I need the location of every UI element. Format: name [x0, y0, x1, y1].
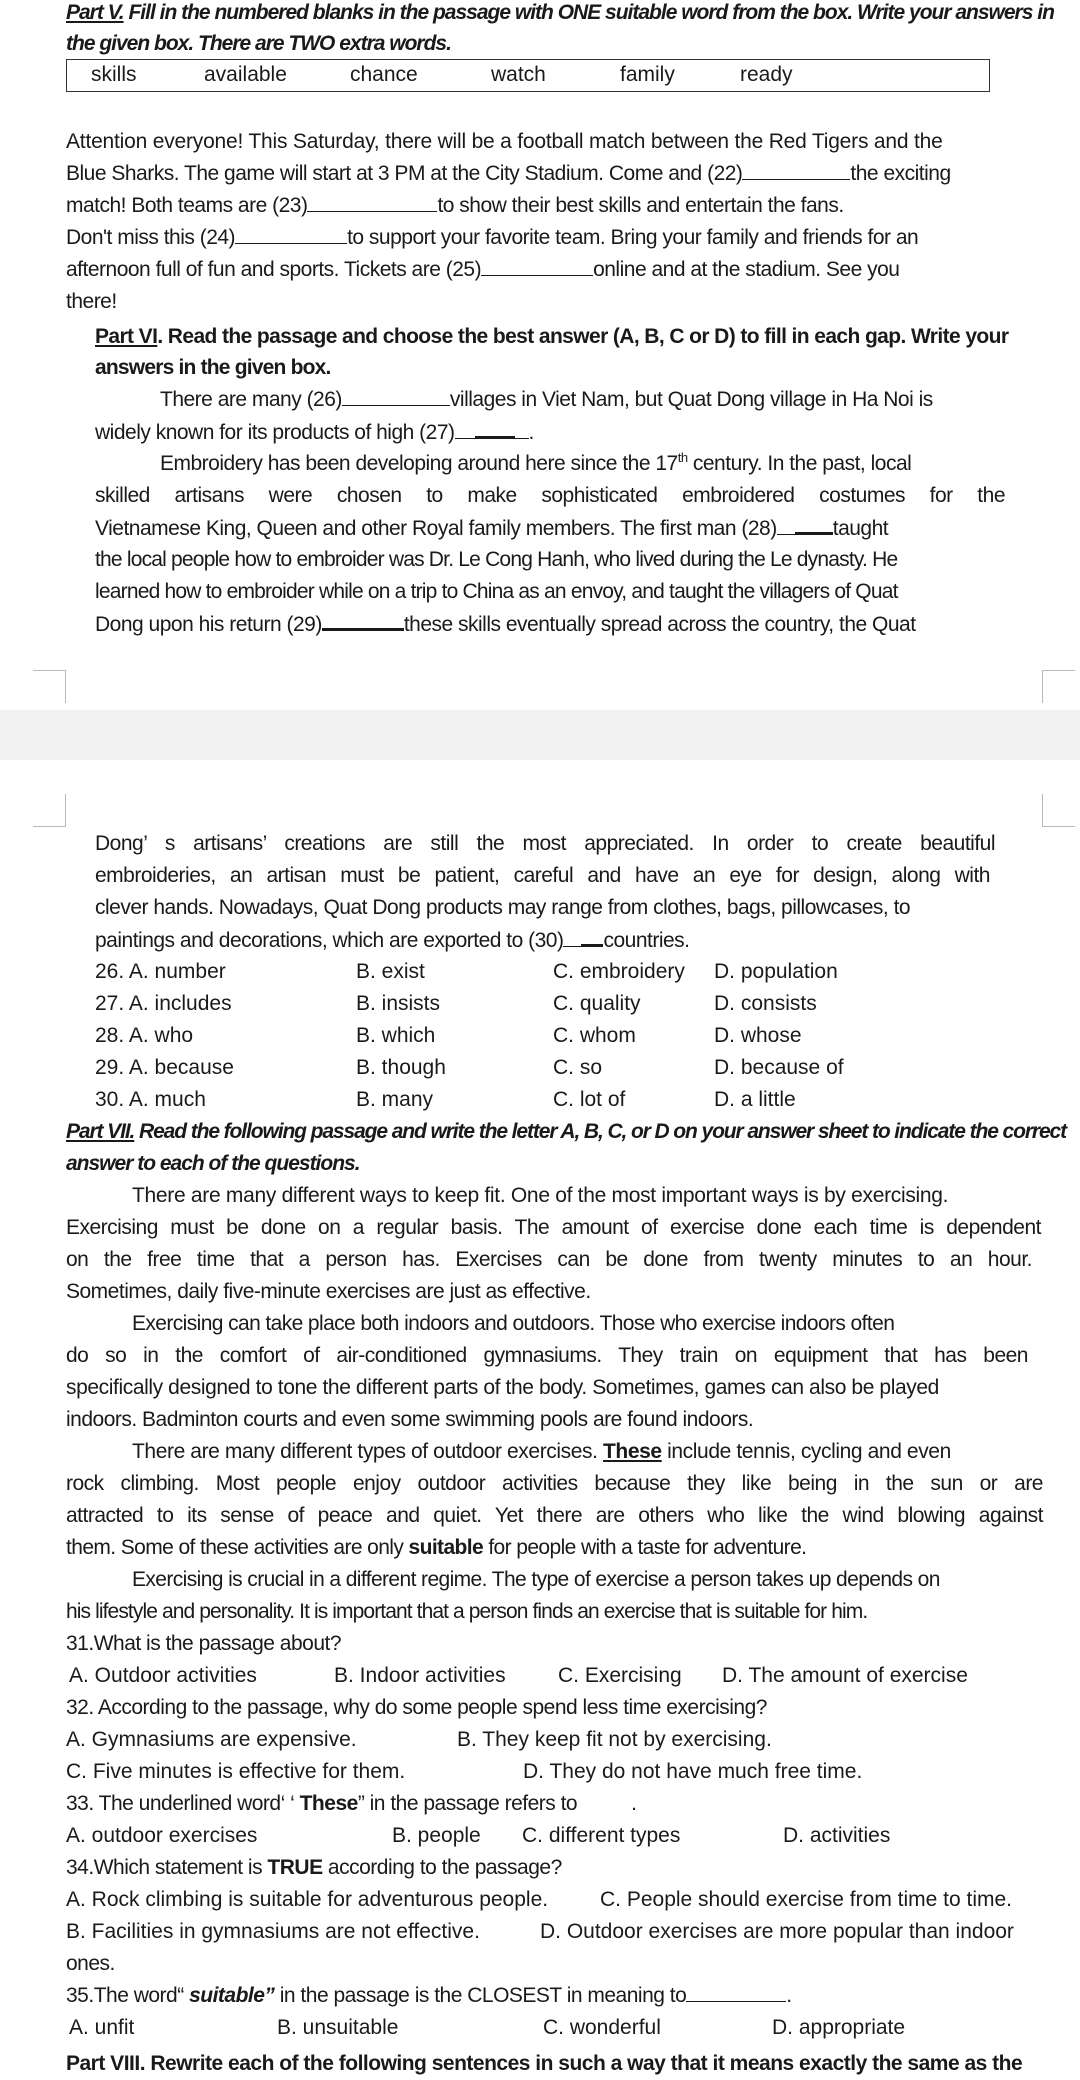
answer-blank-35[interactable]: [686, 1981, 786, 2002]
part8-heading-partial: Part VIII. Rewrite each of the following sentences in such a way that it means exactly the same as the: [66, 2052, 1023, 2075]
option-d[interactable]: D. population: [714, 960, 838, 983]
word-box-item: family: [620, 63, 675, 86]
option-b[interactable]: B. though: [356, 1056, 446, 1079]
bold-word-suitable: suitable: [408, 1536, 484, 1559]
option-a[interactable]: 28. A. who: [95, 1024, 194, 1047]
option-c[interactable]: C. whom: [553, 1024, 636, 1047]
part6-passage-line: Dong upon his return (29) these skills eventually spread across the country, the Quat: [95, 608, 916, 641]
option-c[interactable]: C. so: [553, 1056, 603, 1079]
option-d[interactable]: D. Outdoor exercises are more popular than indoor: [540, 1920, 1014, 1943]
part7-heading: Part VII. Read the following passage and write the letter A, B, C, or D on your answer sheet to indicate the correct: [66, 1120, 1067, 1143]
option-d[interactable]: D. appropriate: [772, 2016, 906, 2039]
option-b[interactable]: B. They keep fit not by exercising.: [457, 1728, 772, 1751]
word-box-item: available: [204, 63, 287, 86]
option-a[interactable]: A. Rock climbing is suitable for adventurous people.: [66, 1888, 549, 1911]
option-a[interactable]: A. Outdoor activities: [69, 1664, 257, 1687]
part6-passage-line: the local people how to embroider was Dr. Le Cong Hanh, who lived during the Le dynasty. He: [95, 548, 898, 571]
question-32: 32. According to the passage, why do some people spend less time exercising?: [66, 1696, 767, 1719]
option-d[interactable]: D. They do not have much free time.: [523, 1760, 863, 1783]
part6-heading: Part VI. Read the passage and choose the best answer (A, B, C or D) to fill in each gap. Write your: [95, 325, 1009, 348]
option-c[interactable]: C. embroidery: [553, 960, 685, 983]
part6-passage-line: Vietnamese King, Queen and other Royal family members. The first man (28) taught: [95, 512, 888, 545]
part5-passage-line: afternoon full of fun and sports. Tickets are (25) online and at the stadium. See you: [66, 254, 899, 286]
option-d[interactable]: D. whose: [714, 1024, 802, 1047]
option-c[interactable]: C. different types: [522, 1824, 681, 1847]
answer-blank-27[interactable]: [475, 416, 515, 439]
question-33: 33. The underlined word‘ ‘ These” in the passage refers to .: [66, 1792, 637, 1815]
option-a[interactable]: A. unfit: [69, 2016, 135, 2039]
option-b[interactable]: B. Facilities in gymnasiums are not effective.: [66, 1920, 480, 1943]
part7-passage-line: them. Some of these activities are only suitable for people with a taste for adventure.: [66, 1536, 807, 1559]
part7-passage-line: Exercising is crucial in a different regime. The type of exercise a person takes up depends on: [132, 1568, 940, 1591]
answer-blank-22[interactable]: [742, 159, 850, 180]
part5-passage-line: match! Both teams are (23) to show their best skills and entertain the fans.: [66, 190, 844, 222]
crop-mark: [1042, 670, 1075, 703]
option-c[interactable]: C. lot of: [553, 1088, 626, 1111]
part5-passage-line: Don't miss this (24) to support your favorite team. Bring your family and friends for an: [66, 222, 918, 254]
part7-passage-line: Exercising must be done on a regular basis. The amount of exercise done each time is dependent: [66, 1216, 1041, 1239]
part7-passage-line: do so in the comfort of air-conditioned gymnasiums. They train on equipment that has been: [66, 1344, 1028, 1367]
part5-heading-line2: the given box. There are TWO extra words.: [66, 32, 451, 55]
part6-passage-line: widely known for its products of high (27) .: [95, 416, 534, 449]
option-b[interactable]: B. Indoor activities: [334, 1664, 506, 1687]
option-b[interactable]: B. insists: [356, 992, 441, 1015]
answer-blank-26[interactable]: [342, 385, 450, 406]
part7-passage-line: There are many different ways to keep fit. One of the most important ways is by exercising.: [132, 1184, 949, 1207]
option-b[interactable]: B. exist: [356, 960, 425, 983]
part6-heading-line2: answers in the given box.: [95, 356, 331, 379]
answer-blank-28[interactable]: [795, 512, 833, 535]
option-a[interactable]: A. Gymnasiums are expensive.: [66, 1728, 357, 1751]
part5-heading: Part V. Fill in the numbered blanks in the passage with ONE suitable word from the box. Write your answers in: [66, 1, 1054, 24]
crop-mark: [1042, 794, 1075, 827]
word-box-item: chance: [350, 63, 418, 86]
part7-passage-line: There are many different types of outdoor exercises. These include tennis, cycling and even: [132, 1440, 951, 1463]
answer-blank-23[interactable]: [307, 191, 437, 212]
crop-mark: [33, 794, 66, 827]
option-d[interactable]: D. because of: [714, 1056, 844, 1079]
answer-blank-25[interactable]: [481, 255, 593, 276]
part6-passage-line: learned how to embroider while on a trip to China as an envoy, and taught the villagers of Quat: [95, 580, 898, 603]
part7-passage-line: attracted to its sense of peace and quiet. Yet there are others who like the wind blowing against: [66, 1504, 1043, 1527]
answer-blank-30[interactable]: [581, 924, 603, 947]
part7-passage-line: specifically designed to tone the different parts of the body. Sometimes, games can also be played: [66, 1376, 939, 1399]
option-d[interactable]: D. consists: [714, 992, 817, 1015]
part7-passage-line: indoors. Badminton courts and even some swimming pools are found indoors.: [66, 1408, 754, 1431]
part6-passage-line: clever hands. Nowadays, Quat Dong products may range from clothes, bags, pillowcases, to: [95, 896, 911, 919]
part6-passage-line: embroideries, an artisan must be patient, careful and have an eye for design, along with: [95, 864, 990, 887]
option-c[interactable]: C. wonderful: [543, 2016, 661, 2039]
option-b[interactable]: B. unsuitable: [277, 2016, 399, 2039]
option-d[interactable]: D. The amount of exercise: [722, 1664, 968, 1687]
answer-blank-29[interactable]: [322, 608, 404, 631]
option-b[interactable]: B. people: [392, 1824, 481, 1847]
part7-passage-line: Exercising can take place both indoors and outdoors. Those who exercise indoors often: [132, 1312, 895, 1335]
page-1: [0, 0, 1080, 710]
part6-passage-line: Dong’ s artisans’ creations are still the most appreciated. In order to create beautiful: [95, 832, 995, 855]
part6-passage-line: There are many (26) villages in Viet Nam, but Quat Dong village in Ha Noi is: [160, 384, 933, 416]
question-34: 34.Which statement is TRUE according to the passage?: [66, 1856, 562, 1879]
question-35: 35.The word“ suitable” in the passage is the CLOSEST in meaning to .: [66, 1980, 792, 2012]
page-2: [0, 760, 1080, 2075]
option-c[interactable]: C. Five minutes is effective for them.: [66, 1760, 406, 1783]
word-box-item: skills: [91, 63, 137, 86]
word-box: [66, 59, 990, 92]
part6-passage-line: paintings and decorations, which are exported to (30) countries.: [95, 924, 690, 957]
option-c[interactable]: C. quality: [553, 992, 641, 1015]
part7-passage-line: rock climbing. Most people enjoy outdoor activities because they like being in the sun or are: [66, 1472, 1043, 1495]
option-a[interactable]: 30. A. much: [95, 1088, 206, 1111]
answer-blank-24[interactable]: [235, 223, 347, 244]
option-d[interactable]: D. activities: [783, 1824, 891, 1847]
page-gap: [0, 710, 1080, 760]
crop-mark: [33, 670, 66, 703]
option-b[interactable]: B. many: [356, 1088, 434, 1111]
part6-passage-line: skilled artisans were chosen to make sophisticated embroidered costumes for the: [95, 484, 1005, 507]
option-a[interactable]: A. outdoor exercises: [66, 1824, 258, 1847]
option-b[interactable]: B. which: [356, 1024, 436, 1047]
option-c[interactable]: C. Exercising: [558, 1664, 682, 1687]
part7-passage-line: Sometimes, daily five-minute exercises are just as effective.: [66, 1280, 591, 1303]
option-a[interactable]: 26. A. number: [95, 960, 226, 983]
part7-passage-line: his lifestyle and personality. It is important that a person finds an exercise that is suitable for him.: [66, 1600, 868, 1623]
option-d[interactable]: D. a little: [714, 1088, 796, 1111]
part5-passage-line: Attention everyone! This Saturday, there will be a football match between the Red Tigers and the: [66, 130, 943, 153]
word-box-item: ready: [740, 63, 793, 86]
part5-passage-line: there!: [66, 290, 117, 313]
option-a[interactable]: 27. A. includes: [95, 992, 232, 1015]
underlined-word-these: These: [603, 1440, 662, 1463]
part5-passage-line: Blue Sharks. The game will start at 3 PM at the City Stadium. Come and (22) the exciting: [66, 158, 951, 190]
option-a[interactable]: 29. A. because: [95, 1056, 234, 1079]
part6-passage-line: Embroidery has been developing around here since the 17th century. In the past, local: [160, 450, 912, 475]
word-box-item: watch: [491, 63, 546, 86]
question-31: 31.What is the passage about?: [66, 1632, 342, 1655]
option-d-continued: ones.: [66, 1952, 115, 1975]
part7-passage-line: on the free time that a person has. Exercises can be done from twenty minutes to an hour.: [66, 1248, 1032, 1271]
option-c[interactable]: C. People should exercise from time to time.: [600, 1888, 1013, 1911]
part7-heading-line2: answer to each of the questions.: [66, 1152, 360, 1175]
